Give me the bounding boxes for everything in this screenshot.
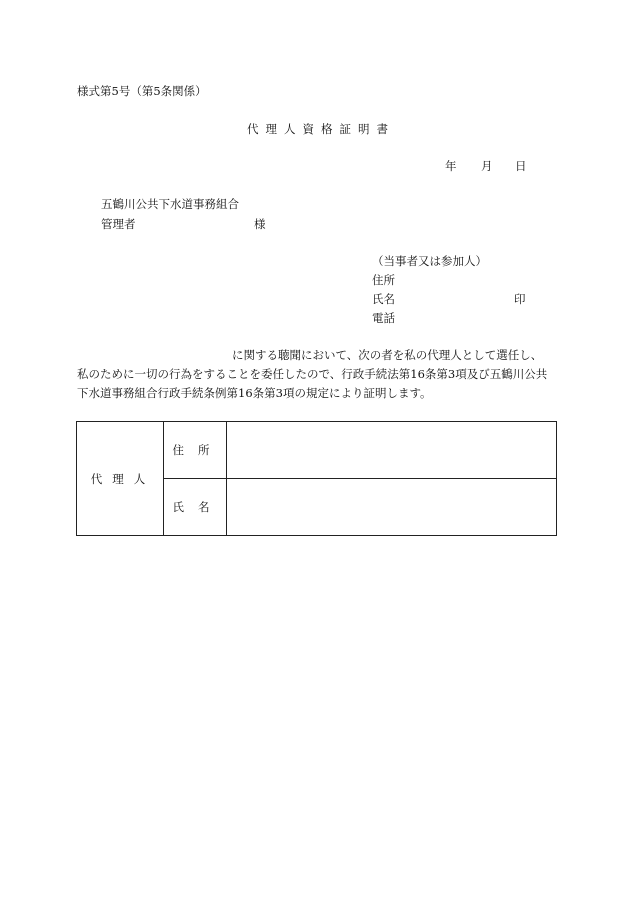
agent-label: 代理人 [90,471,156,486]
principal-name-label: 氏名 [372,292,395,306]
agent-table [76,421,557,536]
agent-label-cell [77,422,164,536]
date-month-label: 月 [481,159,493,173]
addressee-honorific: 様 [254,217,266,231]
agent-address-value-cell[interactable] [227,422,557,479]
form-number: 様式第5号（第5条関係） [77,84,207,98]
agent-name-value-cell[interactable] [227,479,557,536]
principal-phone-label: 電話 [372,311,395,325]
body-text-line-2: 私のために一切の行為をすることを委任したので、行政手続法第16条第3項及び五鶴川公共 [77,367,548,381]
date-day-label: 日 [515,159,527,173]
principal-seal-label: 印 [514,292,526,306]
principal-heading: （当事者又は参加人） [372,254,487,268]
agent-address-row [77,422,557,479]
agent-name-label: 氏名 [172,500,224,514]
body-text-line-1: に関する聴聞において、次の者を私の代理人として選任し、 [232,348,543,362]
body-text-line-3: 下水道事務組合行政手続条例第16条第3項の規定により証明します。 [77,386,432,400]
addressee-organization: 五鶴川公共下水道事務組合 [101,197,239,211]
document-title: 代理人資格証明書 [247,122,395,136]
addressee-role: 管理者 [101,217,136,231]
principal-address-label: 住所 [372,273,395,287]
agent-address-label: 住所 [172,443,224,457]
agent-name-label-cell [164,479,227,536]
date-year-label: 年 [445,159,457,173]
agent-address-label-cell [164,422,227,479]
